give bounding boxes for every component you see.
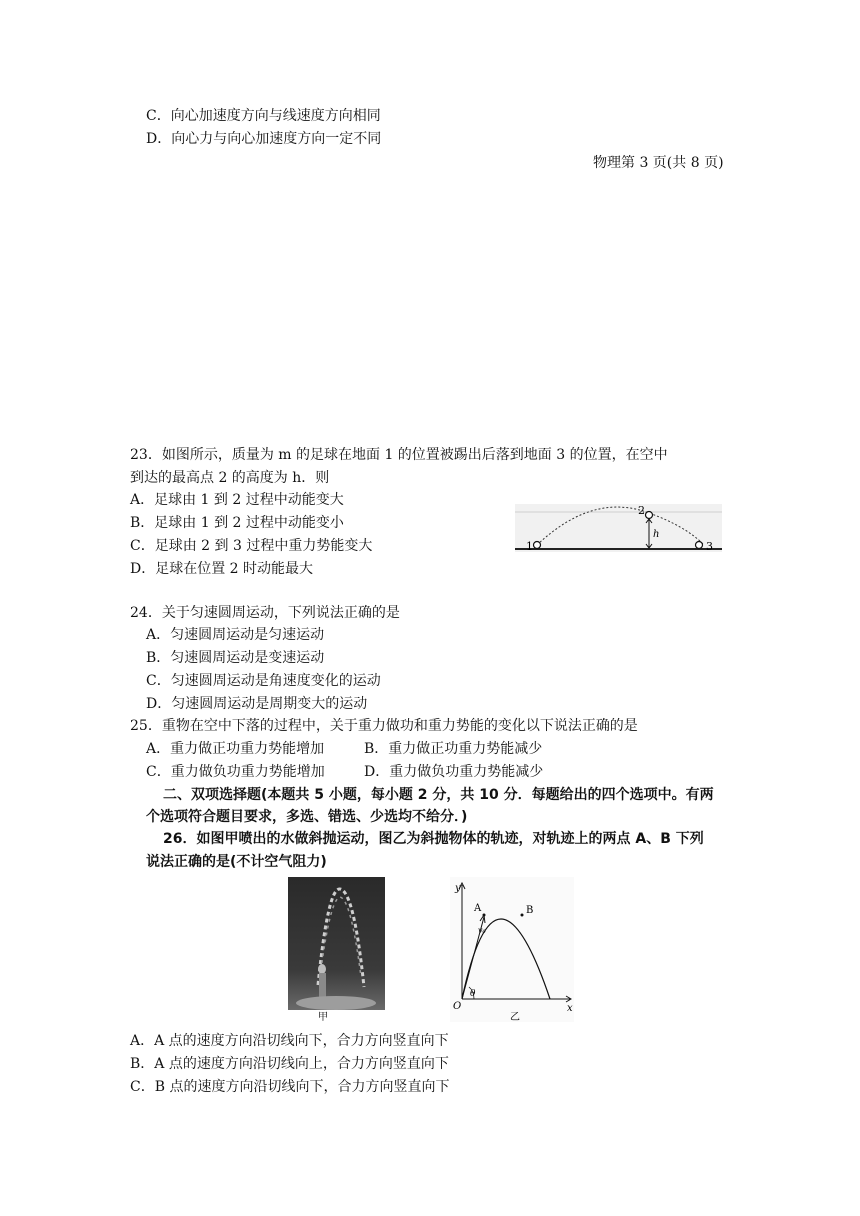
q26-option-a: A．A 点的速度方向沿切线向下，合力方向竖直向下 xyxy=(130,1033,449,1049)
q25-option-b: B．重力做正功重力势能减少 xyxy=(364,741,543,757)
q23-option-b: B．足球由 1 到 2 过程中动能变小 xyxy=(130,515,344,531)
label-2: 2 xyxy=(638,504,645,517)
label-v0: v₀ xyxy=(478,926,486,935)
option-c: C．向心加速度方向与线速度方向相同 xyxy=(146,108,381,124)
fountain-photo xyxy=(288,877,385,1022)
caption-strip xyxy=(288,1010,385,1022)
photo-background xyxy=(288,877,385,1010)
label-origin: O xyxy=(453,1001,462,1012)
label-1: 1 xyxy=(526,540,533,553)
point-b-marker xyxy=(521,914,524,917)
q25-stem: 25．重物在空中下落的过程中，关于重力做功和重力势能的变化以下说法正确的是 xyxy=(130,718,638,734)
football-trajectory-figure xyxy=(515,500,722,558)
section2-heading-line2: 个选项符合题目要求，多选、错选、少选均不给分．) xyxy=(146,809,468,825)
q23-option-a: A．足球由 1 到 2 过程中动能变大 xyxy=(130,492,344,508)
label-h: h xyxy=(653,529,660,540)
q24-option-b: B．匀速圆周运动是变速运动 xyxy=(146,650,325,666)
section2-heading-line1: 二、双项选择题(本题共 5 小题，每小题 2 分，共 10 分．每题给出的四个选项中。有两 xyxy=(163,787,714,803)
q24-option-a: A．匀速圆周运动是匀速运动 xyxy=(146,627,325,643)
q26-option-b: B．A 点的速度方向沿切线向上，合力方向竖直向下 xyxy=(130,1056,449,1072)
label-3: 3 xyxy=(706,540,713,553)
q25-option-d: D．重力做负功重力势能减少 xyxy=(364,764,544,780)
fountain-head xyxy=(318,964,326,974)
q25-option-a: A．重力做正功重力势能增加 xyxy=(146,741,325,757)
label-theta: θ xyxy=(470,989,476,999)
fountain-base xyxy=(296,996,376,1010)
label-a: A xyxy=(474,903,482,914)
ball-position-1-icon xyxy=(534,542,541,549)
ball-position-3-icon xyxy=(696,542,703,549)
q23-option-d: D．足球在位置 2 时动能最大 xyxy=(130,561,314,577)
q24-option-d: D．匀速圆周运动是周期变大的运动 xyxy=(146,696,368,712)
ball-position-2-icon xyxy=(646,512,653,519)
caption-left: 甲 xyxy=(318,1012,328,1022)
q26-option-c: C．B 点的速度方向沿切线向下，合力方向竖直向下 xyxy=(130,1079,450,1095)
figure-background xyxy=(515,504,722,552)
label-b: B xyxy=(526,905,534,916)
point-a-marker xyxy=(483,914,486,917)
label-y: y xyxy=(455,883,461,894)
option-d: D．向心力与向心加速度方向一定不同 xyxy=(146,131,382,147)
projectile-trajectory-diagram xyxy=(450,877,574,1022)
fountain-pipe xyxy=(319,973,326,997)
q24-stem: 24．关于匀速圆周运动，下列说法正确的是 xyxy=(130,605,400,621)
page-footer: 物理第 3 页(共 8 页) xyxy=(593,155,724,171)
label-x: x xyxy=(567,1003,573,1014)
q25-option-c: C．重力做负功重力势能增加 xyxy=(146,764,325,780)
caption-right: 乙 xyxy=(510,1012,520,1022)
diagram-background xyxy=(450,877,574,1022)
q26-stem-line2: 说法正确的是(不计空气阻力) xyxy=(146,854,327,870)
q24-option-c: C．匀速圆周运动是角速度变化的运动 xyxy=(146,673,381,689)
q23-stem-line1: 23．如图所示，质量为 m 的足球在地面 1 的位置被踢出后落到地面 3 的位置，在空中 xyxy=(130,447,668,463)
q23-option-c: C．足球由 2 到 3 过程中重力势能变大 xyxy=(130,538,373,554)
q26-stem-line1: 26．如图甲喷出的水做斜抛运动，图乙为斜抛物体的轨迹，对轨迹上的两点 A、B 下列 xyxy=(163,831,704,847)
q23-stem-line2: 到达的最高点 2 的高度为 h．则 xyxy=(130,470,330,486)
